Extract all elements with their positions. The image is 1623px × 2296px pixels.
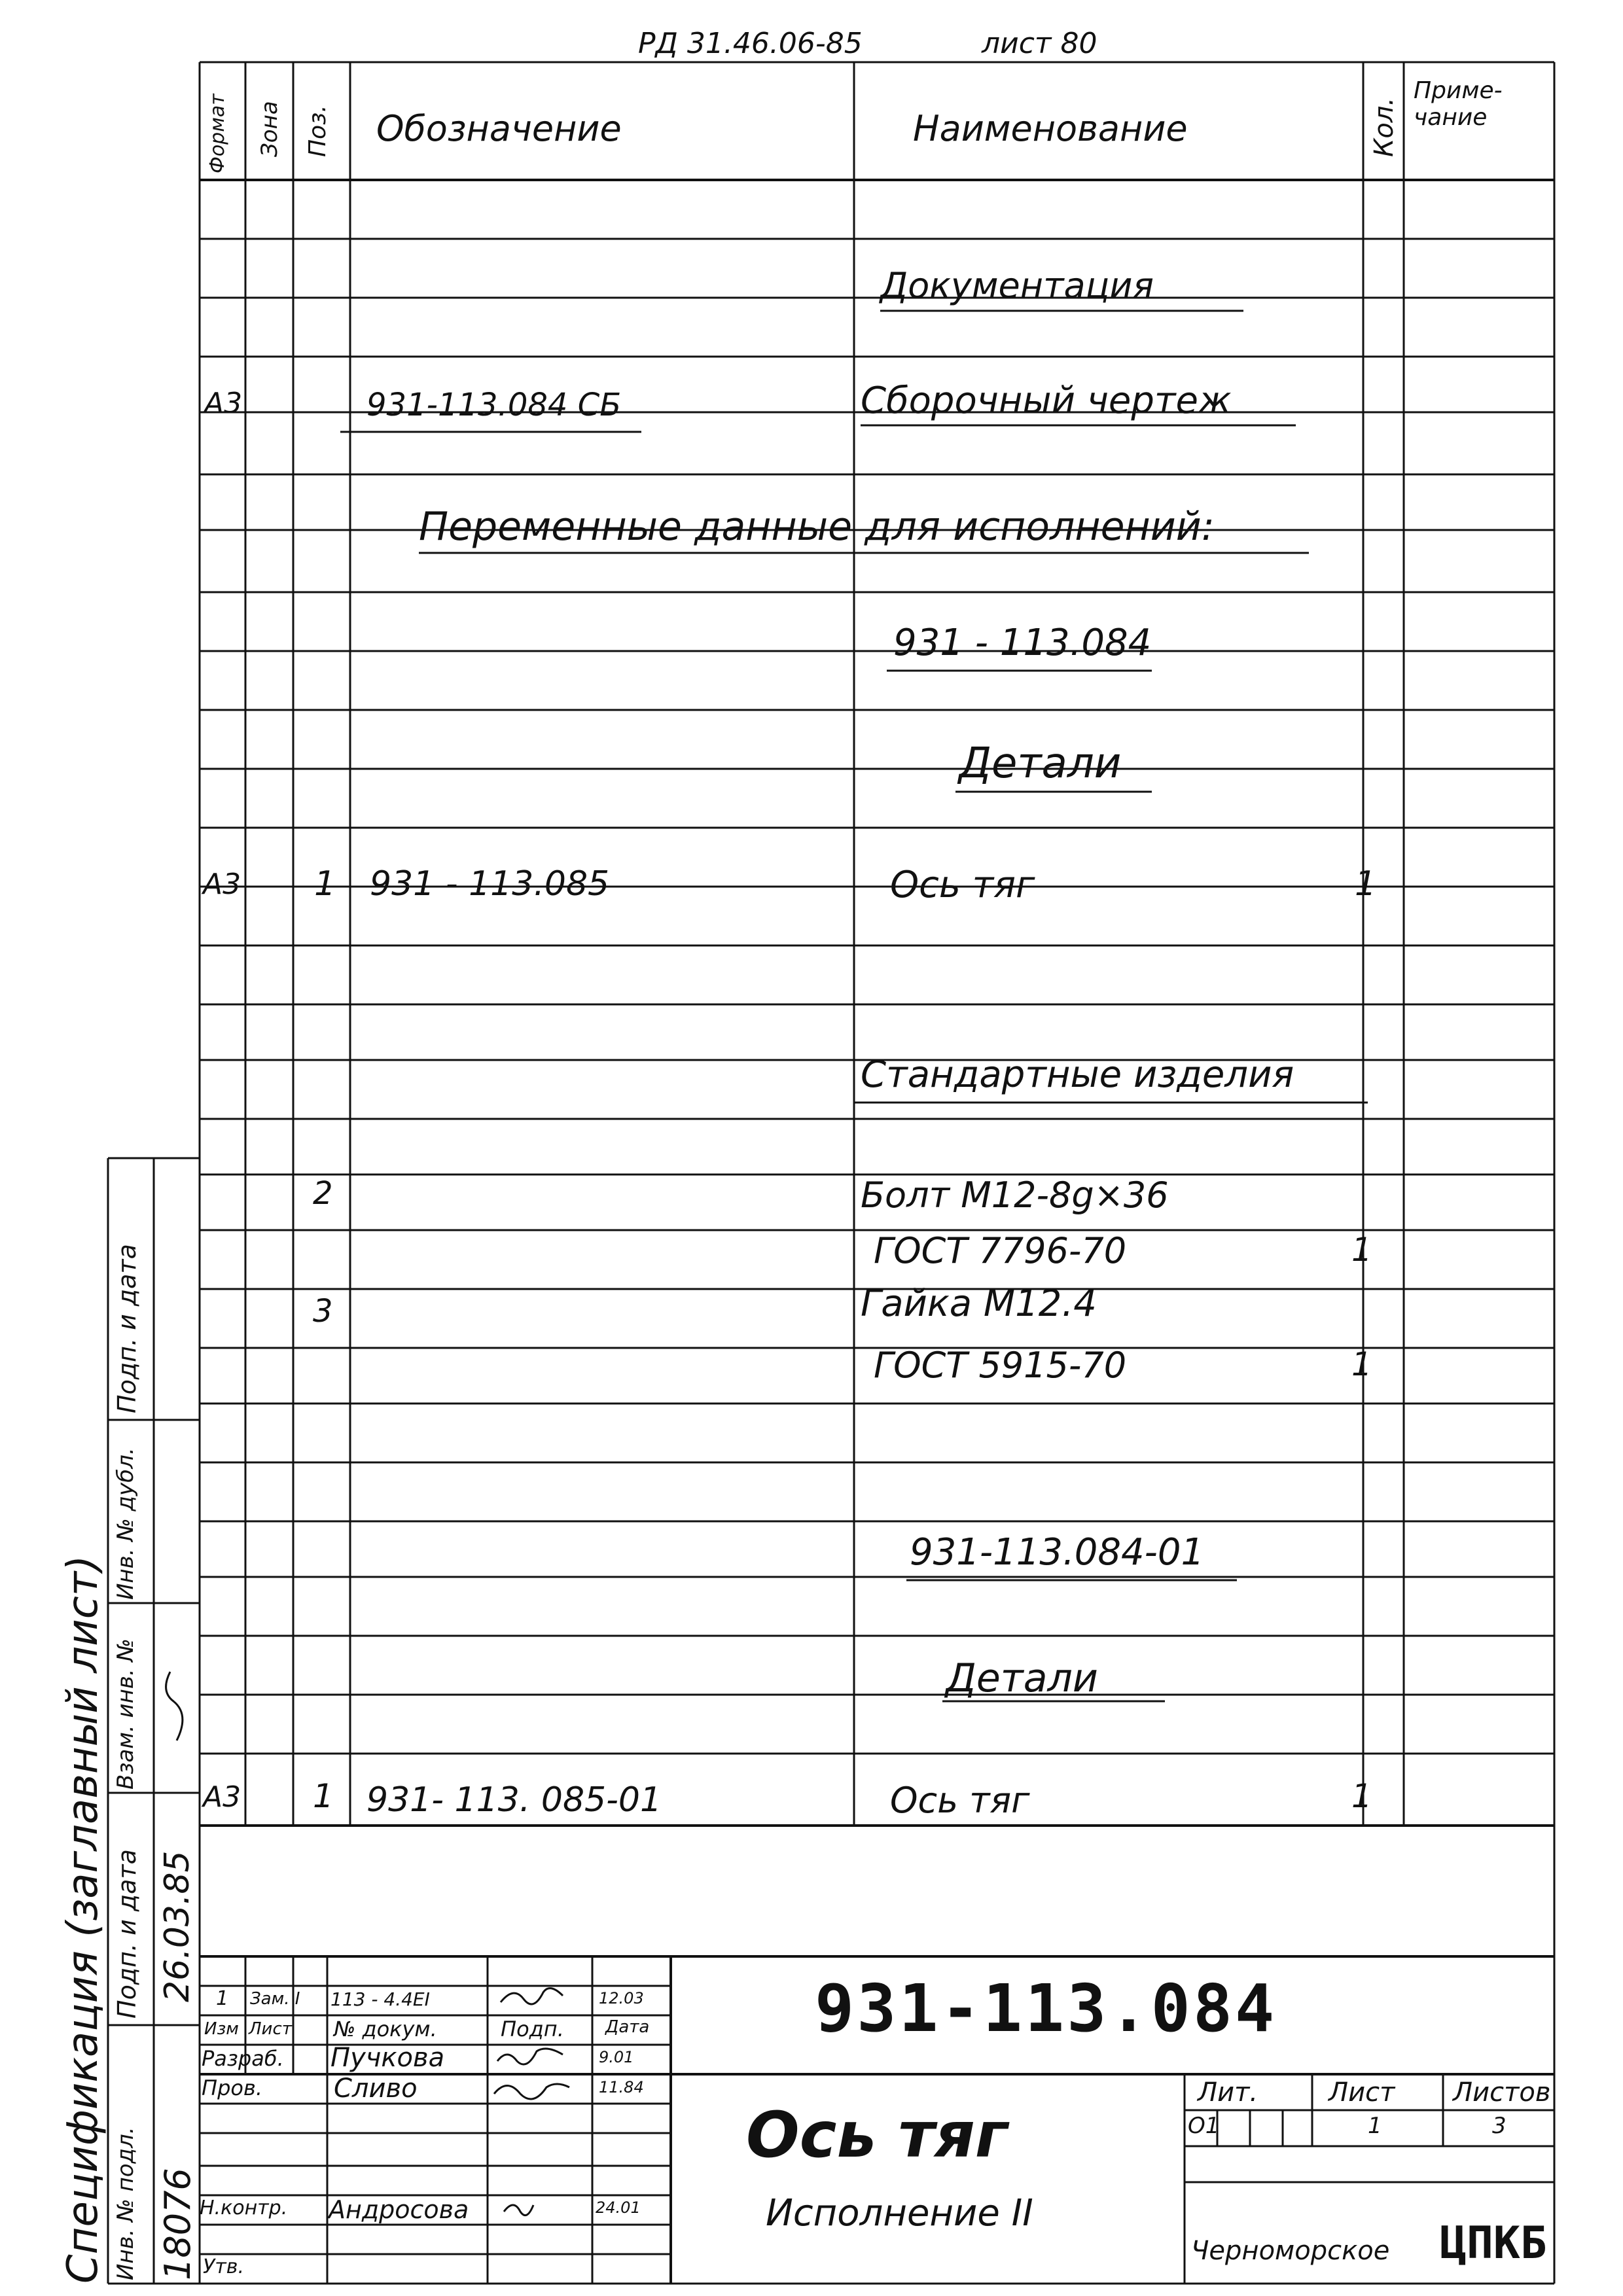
col-note-header: Приме- чание	[1414, 77, 1503, 132]
part-1-format: А3	[203, 868, 241, 901]
assembly-format: А3	[204, 387, 243, 420]
date-checker: 11.84	[599, 2078, 644, 2096]
sheets-value: 3	[1492, 2113, 1507, 2139]
variant-1-code: 931 - 113.084	[893, 622, 1152, 664]
part-1-qty: 1	[1355, 864, 1377, 904]
documentation-heading: Документация	[880, 265, 1154, 306]
variable-data-heading: Переменные данные для исполнений:	[419, 504, 1215, 550]
product-name: Ось тяг	[746, 2098, 1008, 2172]
sheets-label: Листов	[1453, 2077, 1551, 2108]
organization-prefix: Черноморское	[1191, 2236, 1390, 2266]
part-2-pos: 1	[313, 1777, 334, 1815]
variant-2-code: 931-113.084-01	[910, 1531, 1205, 1574]
replace-inv-label: Взам. инв. №	[113, 1638, 139, 1790]
document-code: 931-113.084	[815, 1970, 1277, 2047]
nut-qty: 1	[1351, 1345, 1372, 1383]
assembly-name: Сборочный чертеж	[861, 380, 1232, 422]
nut-pos: 3	[313, 1293, 333, 1330]
part-1-pos: 1	[314, 864, 336, 904]
sheet-number-note: лист 80	[982, 27, 1097, 60]
col-format-header: Формат	[206, 94, 229, 173]
sheet-label: Лист	[1329, 2077, 1395, 2108]
inv-orig-label: Инв. № подл.	[113, 2127, 139, 2280]
rev-date: 12.03	[599, 1989, 644, 2007]
col-list: Лист	[249, 2019, 292, 2039]
name-checker: Сливо	[334, 2074, 418, 2104]
part-2-qty: 1	[1351, 1777, 1372, 1815]
part-2-designation: 931- 113. 085-01	[366, 1780, 662, 1820]
bolt-name: Болт М12-8g×36	[861, 1174, 1169, 1216]
bolt-qty: 1	[1351, 1231, 1372, 1269]
execution-label: Исполнение II	[766, 2192, 1033, 2234]
sign-date-label-1: Подп. и дата	[113, 1849, 141, 2019]
nut-standard: ГОСТ 5915-70	[874, 1345, 1127, 1386]
rev-change: 1	[216, 1987, 229, 2010]
name-norm-control: Андросова	[329, 2195, 469, 2224]
col-zone-header: Зона	[257, 101, 283, 157]
lit-label: Лит.	[1198, 2077, 1258, 2108]
inv-number: 18076	[157, 2168, 198, 2280]
lit-value: О1	[1188, 2113, 1220, 2139]
name-developer: Пучкова	[330, 2043, 445, 2073]
part-2-name: Ось тяг	[890, 1780, 1030, 1821]
col-doc-number: № докум.	[334, 2017, 437, 2041]
rev-doc: 113 - 4.4ЕI	[330, 1988, 430, 2010]
col-designation-header: Обозначение	[376, 108, 622, 149]
sheet-value: 1	[1368, 2113, 1382, 2139]
doc-reference: РД 31.46.06-85	[638, 27, 863, 60]
part-2-format: А3	[203, 1780, 241, 1814]
inv-dup-label: Инв. № дубл.	[113, 1447, 139, 1600]
col-pos-header: Поз.	[304, 105, 331, 157]
role-norm-control: Н.контр.	[200, 2197, 288, 2219]
details-heading-1: Детали	[959, 739, 1122, 788]
role-checker: Пров.	[202, 2075, 262, 2100]
role-approver: Утв.	[203, 2255, 244, 2278]
sign-date-label-2: Подп. и дата	[113, 1244, 141, 1413]
col-sign: Подп.	[501, 2017, 564, 2041]
assembly-designation: 931-113.084 СБ	[366, 387, 622, 423]
col-qty-header: Кол.	[1369, 97, 1399, 157]
spec-title-vertical: Спецификация (заглавный лист)	[59, 1555, 107, 2284]
stamp-date: 26.03.85	[158, 1850, 197, 2002]
part-1-designation: 931 - 113.085	[370, 864, 610, 904]
organization-name: ЦПКБ	[1440, 2217, 1547, 2269]
part-1-name: Ось тяг	[890, 864, 1035, 906]
date-developer: 9.01	[599, 2048, 634, 2066]
standard-items-heading: Стандартные изделия	[861, 1053, 1294, 1096]
date-norm-control: 24.01	[596, 2199, 641, 2217]
bolt-pos: 2	[313, 1175, 333, 1212]
role-developer: Разраб.	[202, 2046, 284, 2071]
nut-name: Гайка М12.4	[861, 1282, 1097, 1325]
details-heading-2: Детали	[946, 1655, 1098, 1701]
col-name-header: Наименование	[913, 108, 1188, 149]
col-izm: Изм	[204, 2019, 239, 2039]
bolt-standard: ГОСТ 7796-70	[874, 1230, 1127, 1271]
rev-label: Зам. I	[250, 1989, 300, 2009]
col-date: Дата	[605, 2017, 650, 2037]
